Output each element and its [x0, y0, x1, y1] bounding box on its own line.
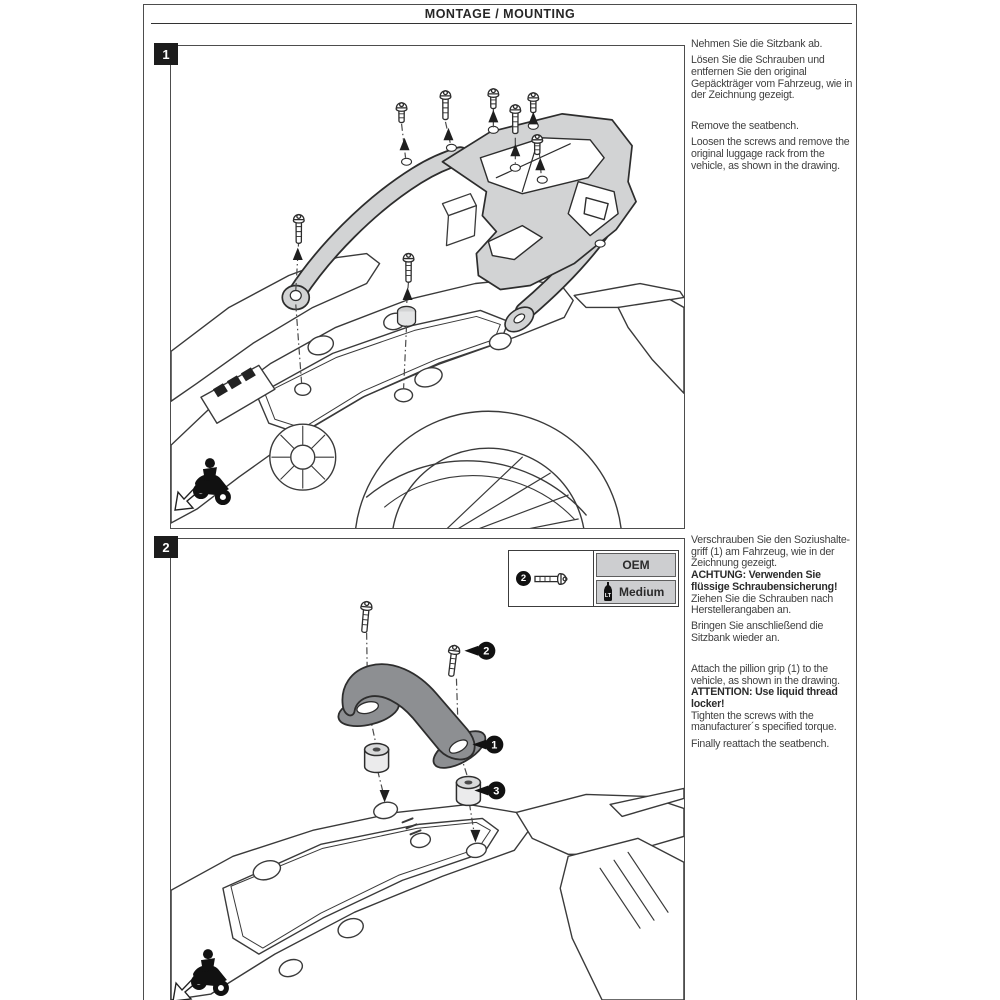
callout-spacer-number: 3 — [493, 785, 500, 798]
page-title: MONTAGE / MOUNTING — [424, 7, 576, 21]
step-1-badge: 1 — [154, 43, 178, 65]
motorcycle-body-drawing — [171, 254, 684, 528]
parts-legend — [508, 550, 679, 607]
parts-legend-specs — [594, 551, 678, 606]
step-2-instructions — [691, 535, 861, 750]
instruction-paragraph: Nehmen Sie die Sitzbank ab. — [691, 38, 823, 50]
callout-screw — [464, 642, 495, 660]
threadlocker-label: Medium — [619, 584, 665, 599]
step-1-drawing-panel — [170, 45, 685, 529]
threadlocker-bottle-icon — [602, 582, 614, 601]
threadlocker-cell — [596, 580, 676, 604]
step-2-drawing-panel — [170, 538, 685, 1000]
part-number-badge: 2 — [516, 571, 531, 586]
motorcycle-body-drawing — [171, 788, 684, 1000]
bottle-label: LT — [604, 593, 612, 600]
pillion-grip-drawing — [335, 664, 491, 775]
step-1-illustration — [171, 46, 684, 528]
instruction-paragraph: Lösen Sie die Schrauben und entfernen Sie den original Gepäckträger vom Fahrzeug, wie in der Zeichnung gezeigt. — [691, 54, 853, 102]
parts-legend-item — [509, 551, 594, 606]
step-1-instructions — [691, 39, 861, 172]
header-divider — [151, 23, 852, 24]
instruction-paragraph: Remove the seatbench. — [691, 120, 799, 133]
oem-cell: OEM — [596, 553, 676, 577]
callout-grip-number: 1 — [491, 739, 498, 752]
instruction-warning: ACHTUNG: Verwenden Sie flüssige Schraubensicherung! — [691, 569, 838, 593]
callout-screw-number: 2 — [483, 645, 490, 658]
instruction-paragraph: Verschrauben Sie den Soziushalte-griff (1) am Fahrzeug, wie in der Zeichnung gezeigt. — [691, 534, 850, 570]
instruction-paragraph: Bringen Sie anschließend die Sitzbank wieder an. — [691, 620, 824, 645]
instruction-paragraph: Finally reattach the seatbench. — [691, 737, 830, 750]
callout-pins — [464, 642, 505, 800]
instruction-paragraph: Attach the pillion grip (1) to the vehicle, as shown in the drawing. — [691, 662, 840, 687]
screw-icon — [531, 567, 589, 591]
step-2-illustration — [171, 539, 684, 1000]
instruction-paragraph: Tighten the screws with the manufacturer´s specified torque. — [691, 709, 837, 734]
instruction-paragraph: Ziehen Sie die Schrauben nach Herstellerangaben an. — [691, 592, 834, 617]
instruction-paragraph: Loosen the screws and remove the original luggage rack from the vehicle, as shown in the drawing. — [691, 136, 850, 172]
step-2-badge: 2 — [154, 536, 178, 558]
instruction-warning: ATTENTION: Use liquid thread locker! — [691, 686, 838, 710]
